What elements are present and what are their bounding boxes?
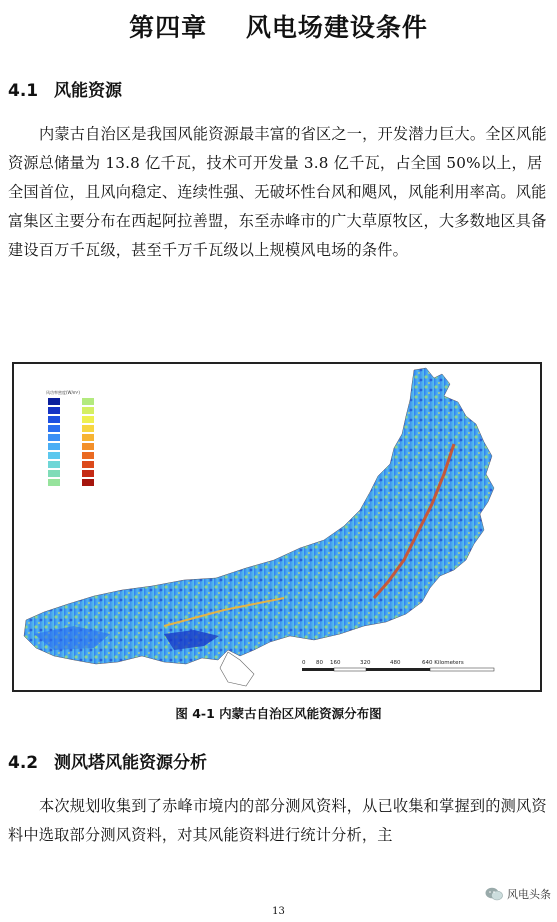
paragraph-text: 本次规划收集到了赤峰市境内的部分测风资料，从已收集和掌握到的测风资料中选取部分测风资料，对其风能资料进行统计分析，主 [8, 797, 547, 844]
section-number: 4.1 [8, 81, 39, 101]
scale-bar [302, 660, 494, 671]
scale-tick-640: 640 Kilometers [422, 660, 464, 666]
legend-swatch [48, 452, 60, 459]
legend-swatch [48, 461, 60, 468]
scale-tick-160: 160 [330, 660, 341, 666]
scale-tick-320: 320 [360, 660, 371, 666]
legend-swatch [48, 425, 60, 432]
map-legend [46, 389, 94, 486]
wechat-icon [485, 887, 503, 901]
legend-swatch [82, 416, 94, 423]
chapter-title: 第四章 风电场建设条件 [129, 13, 428, 42]
section-heading-4-2 [8, 748, 207, 773]
section-title: 风能资源 [54, 81, 122, 101]
legend-swatch [82, 398, 94, 405]
legend-swatch [48, 470, 60, 477]
legend-swatch [48, 398, 60, 405]
page-number: 13 [272, 906, 285, 917]
figure-frame [12, 362, 542, 692]
adjacent-region-outline [220, 652, 254, 686]
section-heading-4-1 [8, 76, 122, 101]
watermark-text: 风电头条 [507, 888, 551, 901]
wind-resource-map [14, 364, 540, 690]
wind-tower-paragraph [8, 792, 550, 850]
figure-caption: 图 4-1 内蒙古自治区风能资源分布图 [175, 706, 382, 721]
legend-swatch [82, 407, 94, 414]
legend-swatch [82, 470, 94, 477]
region-shape [24, 368, 494, 664]
legend-swatch [82, 434, 94, 441]
legend-swatch [48, 416, 60, 423]
legend-swatch [82, 479, 94, 486]
legend-swatch [82, 461, 94, 468]
scale-tick-480: 480 [390, 660, 401, 666]
legend-swatch [48, 479, 60, 486]
legend-swatch [48, 443, 60, 450]
legend-swatch [48, 434, 60, 441]
legend-swatch [82, 452, 94, 459]
watermark [485, 886, 551, 902]
legend-swatch [82, 443, 94, 450]
scale-tick-80: 80 [316, 660, 323, 666]
paragraph-text: 内蒙古自治区是我国风能资源最丰富的省区之一，开发潜力巨大。全区风能资源总储量为 13.8 亿千瓦，技术可开发量 3.8 亿千瓦，占全国 50%以上，居全国首位，且风向稳定、连续性强、无破坏性台风和飓风，风能利用率高。风能富集区主要分布在西起阿拉善盟，东至赤峰市的广大草原牧区，大多数地区具备建设百万千瓦级，甚至千万千瓦级以上规模风电场的条件。 [8, 125, 547, 259]
legend-title: 风功率密度(W/m²) [46, 390, 80, 395]
section-title: 测风塔风能资源分析 [54, 753, 207, 773]
wind-resource-paragraph [8, 120, 550, 265]
scale-tick-0: 0 [302, 660, 306, 666]
legend-swatch [48, 407, 60, 414]
legend-swatch [82, 425, 94, 432]
section-number: 4.2 [8, 753, 39, 773]
